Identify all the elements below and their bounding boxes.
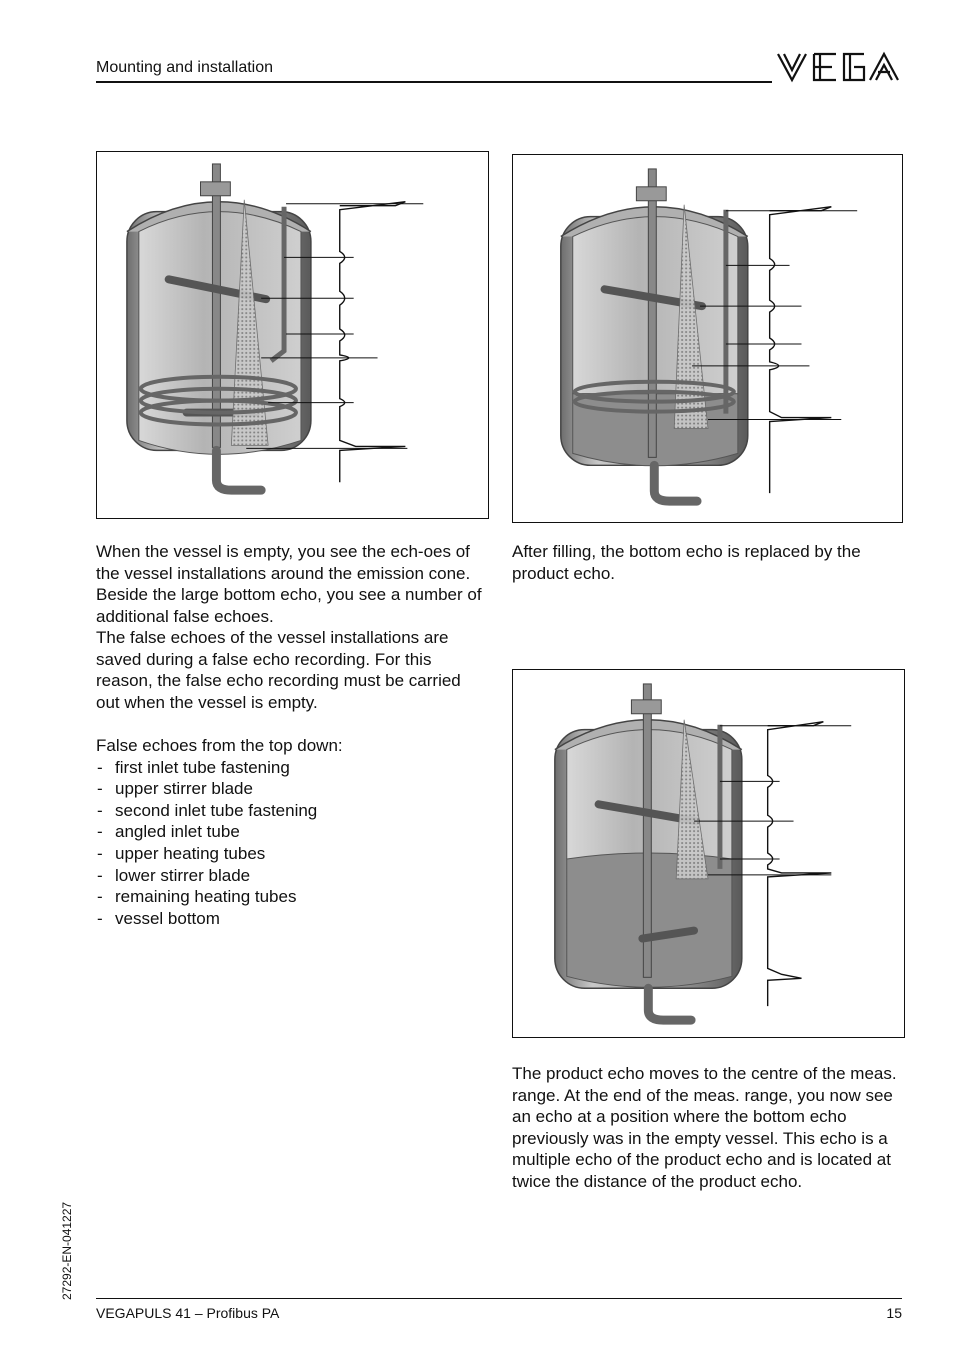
list-item: - vessel bottom [96,908,496,930]
false-echoes-heading: False echoes from the top down: [96,736,343,755]
list-item: - lower stirrer blade [96,865,496,887]
list-item: - remaining heating tubes [96,886,496,908]
footer-rule [96,1298,902,1299]
after-filling-paragraph: After filling, the bottom echo is replaced by the product echo. [512,542,861,583]
list-item: - first inlet tube fastening [96,757,496,779]
figure-product-echo [512,669,905,1038]
page-number: 15 [886,1305,902,1321]
vega-logo [774,48,902,86]
false-echoes-list [96,735,496,929]
header-section-title: Mounting and installation [96,59,274,76]
list-item: - upper heating tubes [96,843,496,865]
product-echo-paragraph: The product echo moves to the centre of the meas. range. At the end of the meas. range, you now see an echo at a position where the bottom echo previously was in the empty vessel. This echo is a multiple echo of the product echo and is located at twice the distance of the product echo. [512,1064,897,1191]
figure-filled-vessel [512,154,903,523]
list-item: - angled inlet tube [96,821,496,843]
empty-vessel-paragraph-1: When the vessel is empty, you see the ech-oes of the vessel installations around the emission cone. Beside the large bottom echo, you see a number of additional false echoes. [96,542,482,626]
header-rule [96,81,772,83]
figure-empty-vessel [96,151,489,519]
empty-vessel-paragraph-2: The false echoes of the vessel installations are saved during a false echo recording. For this reason, the false echo recording must be carried out when the vessel is empty. [96,628,461,712]
list-item: - second inlet tube fastening [96,800,496,822]
document-code: 27292-EN-041227 [60,1201,74,1300]
footer-product-name: VEGAPULS 41 – Profibus PA [96,1305,280,1321]
list-item: - upper stirrer blade [96,778,496,800]
